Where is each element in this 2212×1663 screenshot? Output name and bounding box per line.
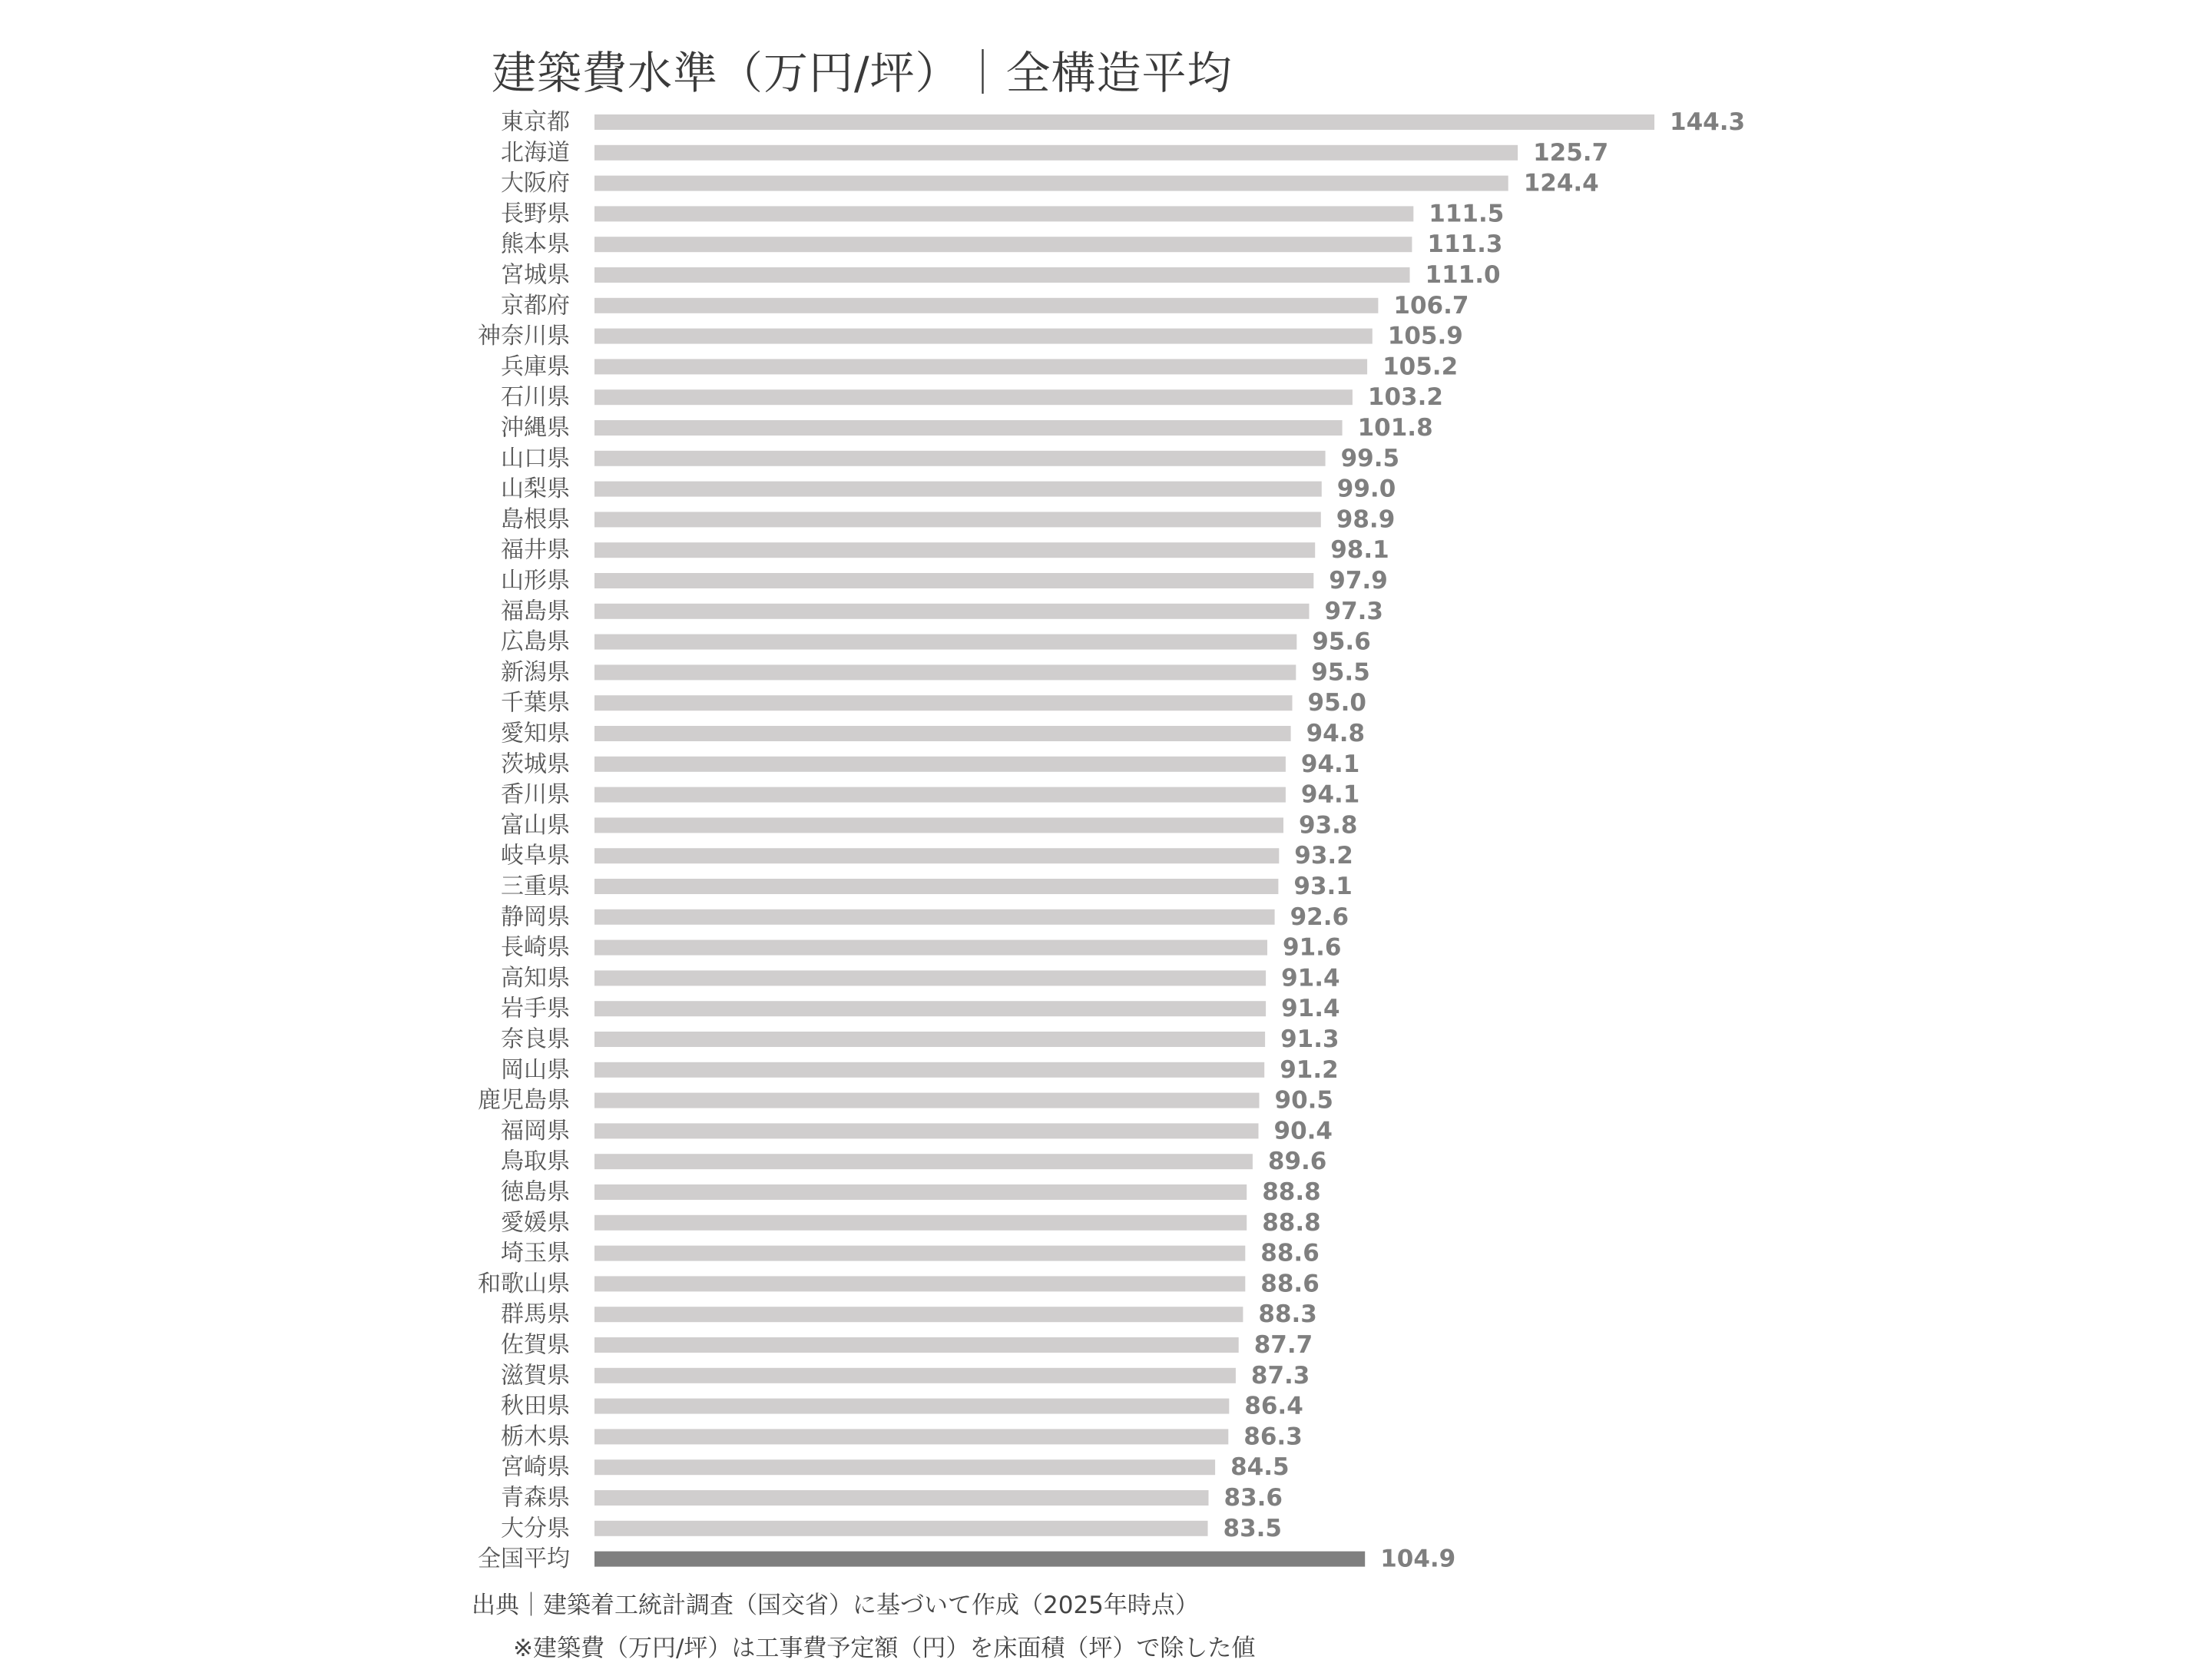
source-note: 出典｜建築着工統計調査（国交省）に基づいて作成（2025年時点）	[472, 1592, 1199, 1619]
value-label: 88.6	[1260, 1239, 1320, 1267]
value-label: 94.8	[1306, 720, 1366, 747]
bar	[594, 1368, 1236, 1383]
value-label: 93.2	[1294, 842, 1353, 870]
value-label: 86.4	[1244, 1392, 1303, 1420]
category-label: 福島県	[501, 598, 570, 625]
value-label: 98.9	[1336, 505, 1396, 534]
category-label: 山梨県	[501, 475, 570, 503]
footnote: ※建築費（万円/坪）は工事費予定額（円）を床面積（坪）で除した値	[513, 1635, 1256, 1662]
category-label: 石川県	[501, 383, 570, 411]
category-label: 静岡県	[501, 903, 570, 931]
category-label: 愛媛県	[501, 1209, 570, 1237]
category-label: 全国平均	[478, 1545, 570, 1573]
category-label: 埼玉県	[501, 1240, 570, 1267]
bar	[594, 176, 1508, 191]
value-label: 91.2	[1280, 1055, 1339, 1084]
value-label: 99.0	[1336, 475, 1396, 503]
value-label: 93.1	[1293, 873, 1353, 900]
category-label: 和歌山県	[478, 1270, 570, 1297]
bars-layer	[594, 114, 1654, 1567]
bar	[594, 664, 1296, 680]
category-label: 青森県	[501, 1484, 570, 1512]
value-label: 101.8	[1357, 414, 1433, 442]
bar-national-average	[594, 1552, 1365, 1567]
value-label: 91.4	[1281, 964, 1340, 992]
bar	[594, 573, 1313, 588]
category-label: 新潟県	[501, 658, 570, 686]
category-label: 熊本県	[501, 230, 570, 258]
value-label: 89.6	[1267, 1148, 1327, 1176]
bar	[594, 206, 1413, 221]
bar	[594, 909, 1275, 925]
value-label: 83.5	[1223, 1514, 1282, 1542]
category-label: 神奈川県	[478, 323, 570, 350]
value-label: 91.4	[1281, 995, 1340, 1023]
value-label: 97.3	[1324, 597, 1383, 625]
value-label: 90.5	[1274, 1086, 1333, 1115]
bar	[594, 1062, 1264, 1078]
bar	[594, 1276, 1245, 1291]
value-label: 95.0	[1307, 689, 1366, 717]
value-label: 84.5	[1230, 1453, 1290, 1482]
bar	[594, 267, 1410, 283]
category-label: 福井県	[501, 536, 570, 564]
category-label: 福岡県	[501, 1117, 570, 1145]
category-label: 宮崎県	[501, 1453, 570, 1481]
category-label: 香川県	[501, 781, 570, 809]
category-label: 三重県	[501, 873, 570, 900]
category-label: 秋田県	[501, 1393, 570, 1420]
bar	[594, 940, 1267, 956]
bar	[594, 817, 1283, 833]
value-label: 144.3	[1670, 108, 1746, 136]
value-label: 124.4	[1523, 169, 1599, 197]
category-label: 長野県	[501, 200, 570, 227]
value-label: 105.2	[1382, 353, 1459, 381]
value-label: 105.9	[1387, 322, 1463, 350]
category-label: 京都府	[501, 292, 570, 320]
category-label: 愛知県	[501, 720, 570, 747]
bar	[594, 1215, 1247, 1231]
bar	[594, 359, 1367, 374]
bar	[594, 1521, 1208, 1536]
bar	[594, 1032, 1265, 1047]
bar	[594, 512, 1321, 527]
category-label: 兵庫県	[501, 353, 570, 380]
bar	[594, 420, 1343, 436]
category-label: 山口県	[501, 445, 570, 472]
category-label: 岩手県	[501, 995, 570, 1022]
bar	[594, 145, 1518, 161]
bar	[594, 1246, 1245, 1261]
value-label: 111.0	[1425, 261, 1501, 289]
bar	[594, 1459, 1215, 1475]
category-label: 佐賀県	[501, 1331, 570, 1359]
category-label: 千葉県	[501, 689, 570, 717]
category-label: 鹿児島県	[478, 1087, 570, 1115]
bar	[594, 726, 1291, 741]
bar	[594, 1154, 1253, 1169]
value-label: 111.3	[1427, 230, 1503, 259]
bar	[594, 298, 1378, 313]
value-label: 88.8	[1262, 1208, 1321, 1237]
category-label: 東京都	[501, 108, 570, 136]
category-label: 長崎県	[501, 934, 570, 962]
category-label: 広島県	[501, 628, 570, 656]
value-label: 91.3	[1280, 1025, 1339, 1053]
bar	[594, 1490, 1209, 1506]
category-label: 山形県	[501, 567, 570, 595]
category-label: 鳥取県	[501, 1148, 570, 1175]
value-label: 103.2	[1367, 383, 1443, 412]
bar	[594, 879, 1278, 894]
category-label: 大分県	[501, 1515, 570, 1542]
chart-title: 建築費水準（万円/坪）｜全構造平均	[492, 47, 1233, 99]
value-label: 97.9	[1329, 567, 1388, 595]
bar	[594, 389, 1353, 405]
value-label: 83.6	[1224, 1484, 1283, 1512]
bar	[594, 329, 1373, 344]
bar	[594, 1001, 1266, 1016]
value-label: 88.3	[1258, 1300, 1317, 1329]
value-label: 99.5	[1340, 444, 1400, 472]
value-label: 87.3	[1250, 1361, 1310, 1390]
category-label: 徳島県	[501, 1178, 570, 1206]
value-label: 93.8	[1299, 811, 1358, 840]
category-label: 高知県	[501, 964, 570, 992]
bar	[594, 482, 1322, 497]
bar	[594, 970, 1266, 986]
value-label: 94.1	[1300, 750, 1360, 778]
category-label: 群馬県	[501, 1300, 570, 1328]
bar	[594, 237, 1412, 252]
value-label: 86.3	[1243, 1423, 1303, 1451]
bar	[594, 1123, 1259, 1138]
category-label: 沖縄県	[501, 414, 570, 442]
bar	[594, 695, 1293, 711]
category-label: 岐阜県	[501, 842, 570, 870]
bar	[594, 848, 1279, 863]
bar	[594, 1337, 1239, 1353]
value-label: 87.7	[1253, 1331, 1313, 1359]
category-label: 岡山県	[501, 1056, 570, 1084]
bar	[594, 1399, 1229, 1414]
value-label: 106.7	[1393, 291, 1469, 320]
category-label: 島根県	[501, 505, 570, 533]
value-label: 88.6	[1260, 1270, 1320, 1298]
value-labels-layer	[1224, 108, 1746, 1573]
value-label: 98.1	[1330, 536, 1389, 565]
value-label: 95.6	[1312, 628, 1371, 656]
category-label: 宮城県	[501, 261, 570, 289]
bar	[594, 542, 1315, 558]
value-label: 111.5	[1429, 200, 1505, 228]
category-label: 奈良県	[501, 1025, 570, 1053]
value-label: 125.7	[1533, 138, 1609, 167]
value-label: 90.4	[1273, 1117, 1333, 1145]
value-label: 94.1	[1300, 780, 1360, 809]
category-labels-layer	[478, 109, 570, 1573]
category-label: 大阪府	[501, 170, 570, 197]
bar	[594, 634, 1296, 650]
bar	[594, 787, 1286, 803]
bar	[594, 1429, 1228, 1444]
category-label: 茨城県	[501, 750, 570, 778]
category-label: 富山県	[501, 811, 570, 839]
value-label: 92.6	[1290, 903, 1349, 931]
category-label: 北海道	[501, 139, 570, 167]
category-label: 滋賀県	[501, 1362, 570, 1390]
bar	[594, 757, 1286, 772]
value-label: 95.5	[1311, 658, 1370, 687]
bar	[594, 114, 1654, 130]
bar	[594, 1093, 1260, 1108]
value-label: 91.6	[1283, 933, 1342, 962]
bar	[594, 1307, 1243, 1322]
value-label: 104.9	[1380, 1545, 1456, 1573]
bar	[594, 451, 1326, 466]
bar	[594, 1184, 1247, 1200]
category-label: 栃木県	[501, 1423, 570, 1450]
bar	[594, 604, 1310, 619]
value-label: 88.8	[1262, 1178, 1321, 1206]
